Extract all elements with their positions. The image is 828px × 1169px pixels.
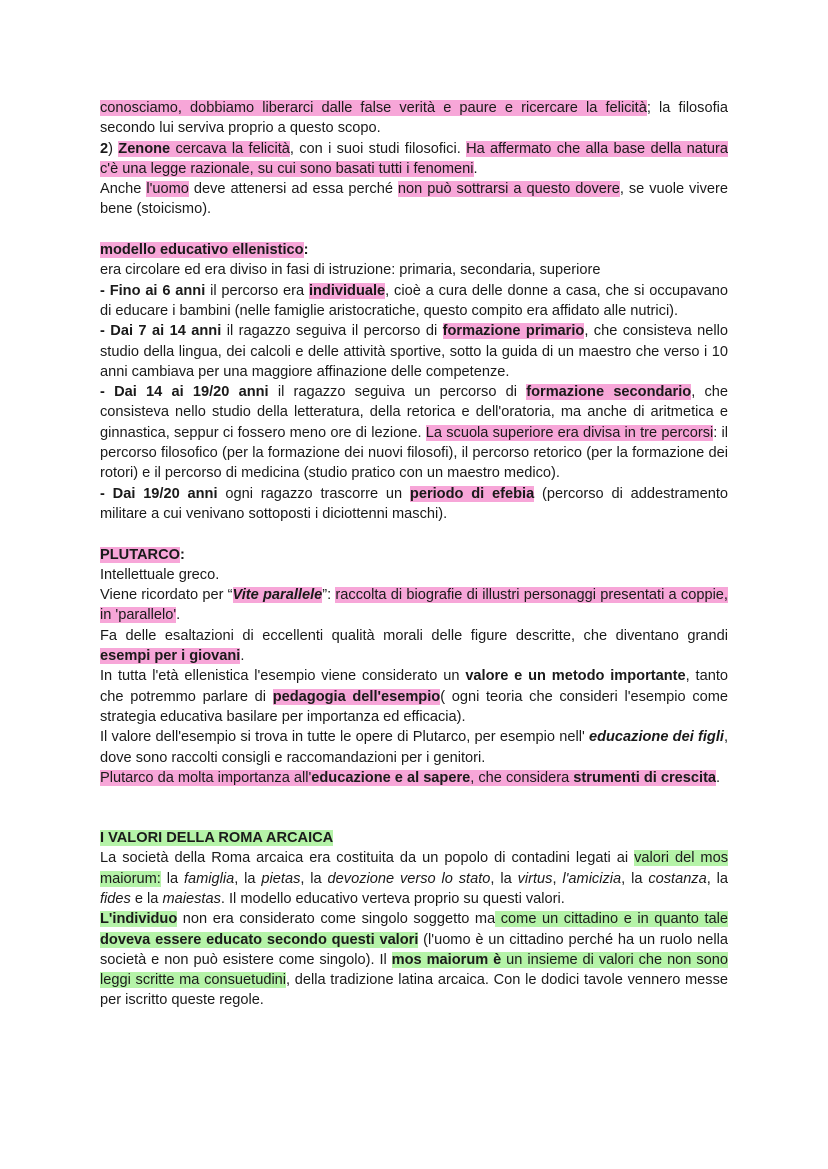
- roma-paragraph-1: [100, 848, 728, 909]
- text: , tanto che potremmo parlare di: [100, 668, 728, 705]
- hellenistic-stage-3: [100, 382, 728, 483]
- stoics-paragraph-1: [100, 98, 728, 139]
- plutarco-heading: [100, 545, 728, 565]
- hellenistic-stage-1: [100, 281, 728, 322]
- text: il ragazzo seguiva il percorso di: [221, 323, 443, 340]
- highlight: raccolta di biografie di illustri personaggi presentati a coppie, in 'parallelo': [100, 587, 728, 624]
- highlight-bold: strumenti di crescita: [573, 769, 717, 786]
- text: : il percorso filosofico (per la formazione dei nuovi filosofi), il percorso retorico (per la formazione dei rotori) e il percorso di medicina (studio pratico con un maestro medico).: [100, 424, 729, 482]
- spacer: [100, 524, 728, 544]
- text: .: [176, 607, 181, 624]
- plutarco-paragraph-1: [100, 585, 728, 626]
- highlight: l'uomo: [146, 181, 189, 198]
- highlight-bold: educazione e al sapere: [311, 769, 471, 786]
- stoics-paragraph-3: [100, 179, 728, 220]
- plutarco-paragraph-4: [100, 727, 728, 768]
- highlight: come un cittadino e in quanto tale: [495, 911, 728, 928]
- document-page: [100, 98, 728, 1011]
- italic-text: costanza: [648, 870, 707, 887]
- text: , la: [621, 870, 649, 887]
- spacer: [100, 788, 728, 828]
- highlight: cercava la felicità: [170, 140, 290, 157]
- section-heading: I VALORI DELLA ROMA ARCAICA: [100, 830, 334, 847]
- italic-text: l'amicizia: [562, 870, 622, 887]
- text: , la: [234, 870, 262, 887]
- text: Fa delle esaltazioni di eccellenti qualità morali delle figure descritte, che diventano grandi: [100, 627, 728, 644]
- text: il ragazzo seguiva un percorso di: [268, 384, 527, 401]
- roma-heading: [100, 828, 728, 848]
- bold-text: - Dai 7 ai 14 anni: [100, 323, 222, 340]
- highlight: Ha affermato che alla base della natura c'è una legge razionale, su cui sono basati tutti i fenomeni: [100, 140, 728, 177]
- text: , la: [300, 870, 328, 887]
- text: Il valore dell'esempio si trova in tutte le opere di Plutarco, per esempio nell': [100, 729, 589, 746]
- italic-text: pietas: [261, 870, 301, 887]
- highlight-bold: Zenone: [118, 140, 171, 157]
- section-heading: PLUTARCO: [100, 546, 180, 563]
- roma-paragraph-2: [100, 909, 728, 1010]
- italic-text: famiglia: [183, 870, 235, 887]
- hellenistic-heading: [100, 240, 728, 260]
- highlight: Plutarco da molta importanza all': [100, 769, 312, 786]
- text: , con i suoi studi filosofici.: [289, 140, 467, 157]
- text: ,: [552, 870, 563, 887]
- text: , se vuole vivere bene (stoicismo).: [100, 181, 728, 218]
- highlight-bold: mos maiorum è: [391, 951, 502, 968]
- highlight-bold: individuale: [308, 282, 386, 299]
- highlight-bold: formazione secondario: [526, 384, 692, 401]
- text: deve attenersi ad essa perché: [188, 181, 398, 198]
- text: , la: [706, 870, 729, 887]
- text: ogni ragazzo trascorre un: [217, 485, 410, 502]
- bold-text: valore e un metodo importante: [465, 668, 686, 685]
- section-heading: modello educativo ellenistico: [100, 242, 304, 259]
- text: la: [160, 870, 184, 887]
- text: , dove sono raccolti consigli e raccomandazioni per i genitori.: [100, 729, 728, 766]
- spacer: [100, 220, 728, 240]
- text: In tutta l'età ellenistica l'esempio viene considerato un: [100, 668, 466, 685]
- highlight: , che considera: [470, 769, 574, 786]
- highlight-bold: doveva essere educato secondo questi valori: [100, 931, 419, 948]
- text: :: [180, 546, 185, 563]
- text: Anche: [100, 181, 147, 198]
- hellenistic-intro: era circolare ed era diviso in fasi di istruzione: primaria, secondaria, superiore: [100, 262, 601, 279]
- text: il percorso era: [205, 282, 309, 299]
- highlight: conosciamo, dobbiamo liberarci dalle false verità e paure e ricercare la felicità: [100, 100, 647, 116]
- text: , la: [490, 870, 518, 887]
- text: non era considerato come singolo soggetto ma: [177, 911, 496, 928]
- bold-text: - Fino ai 6 anni: [100, 282, 206, 299]
- text: . Il modello educativo verteva proprio su questi valori.: [220, 890, 565, 907]
- highlight-bold: esempi per i giovani: [100, 648, 241, 665]
- text: ): [108, 140, 119, 157]
- text: Viene ricordato per “: [100, 587, 233, 604]
- book-title: Vite parallele: [232, 587, 323, 604]
- text: ”:: [322, 587, 336, 604]
- stoics-paragraph-2: [100, 139, 728, 180]
- work-title: educazione dei figli: [588, 729, 724, 746]
- plutarco-paragraph-3: [100, 666, 728, 727]
- text: La società della Roma arcaica era costituita da un popolo di contadini legati ai: [100, 850, 635, 867]
- list-number: 2: [100, 140, 109, 157]
- highlight: valori del mos maiorum:: [100, 850, 729, 887]
- text: , che consisteva nello studio della lingua, dei calcoli e delle attività sportive, sotto la guida di un maestro che verso i 10 anni cambiava per una maggiore affinazione delle competenze.: [100, 323, 728, 380]
- bold-text: - Dai 14 ai 19/20 anni: [100, 384, 269, 401]
- text: , cioè a cura delle donne a casa, che si occupavano di educare i bambini (nelle famiglie aristocratiche, questo compito era affidato alle nutrici).: [100, 282, 728, 319]
- text: ( ogni teoria che consideri l'esempio come strategia educativa basilare per importanza ed efficacia).: [100, 688, 729, 725]
- italic-text: maiestas: [162, 890, 221, 907]
- text: .: [240, 648, 245, 665]
- hellenistic-stage-4: [100, 484, 728, 525]
- highlight-bold: pedagogia dell'esempio: [272, 688, 441, 705]
- text: :: [303, 242, 309, 259]
- text: , che consisteva nello studio della letteratura, della retorica e dell'oratoria, ma anche di aritmetica e ginnastica, seppur ci fossero meno ore di lezione.: [100, 384, 728, 441]
- text: ; la filosofia secondo lui serviva proprio a questo scopo.: [100, 100, 728, 137]
- text: .: [473, 160, 478, 177]
- italic-text: virtus: [517, 870, 553, 887]
- plutarco-intro: Intellettuale greco.: [100, 566, 220, 583]
- plutarco-paragraph-2: [100, 626, 728, 667]
- text: .: [716, 769, 721, 786]
- text: (percorso di addestramento militare a cui venivano sottoposti i diciottenni maschi).: [100, 485, 728, 522]
- highlight: La scuola superiore era divisa in tre percorsi: [425, 424, 714, 441]
- hellenistic-stage-2: [100, 321, 728, 382]
- text: (l'uomo è un cittadino perché ha un ruolo nella società e non può esistere come singolo). Il: [100, 931, 728, 968]
- highlight: non può sottrarsi a questo dovere: [397, 181, 620, 198]
- highlight-bold: periodo di efebia: [409, 485, 535, 502]
- bold-text: - Dai 19/20 anni: [100, 485, 218, 502]
- highlight: un insieme di valori che non sono leggi scritte ma consuetudini: [100, 951, 728, 989]
- highlight-bold: formazione primario: [442, 323, 585, 340]
- highlight-bold: L'individuo: [100, 911, 178, 928]
- italic-text: devozione verso lo stato: [327, 870, 491, 887]
- italic-text: fides: [100, 890, 131, 907]
- text: , della tradizione latina arcaica. Con le dodici tavole vennero messe per iscritto queste regole.: [100, 972, 729, 1009]
- text: e la: [130, 890, 163, 907]
- plutarco-paragraph-5: [100, 768, 728, 788]
